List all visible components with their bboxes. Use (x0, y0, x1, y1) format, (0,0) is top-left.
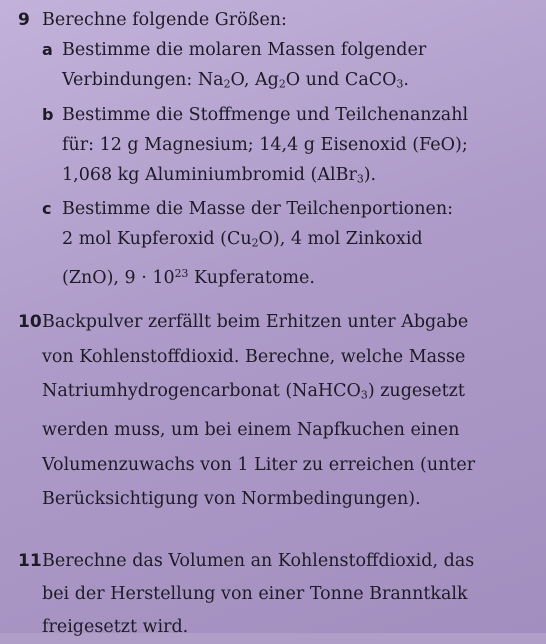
text-line: 2 mol Kupferoxid $(Cu_2O)$, 4 mol Zinkoxid (62, 229, 423, 251)
text-line: für: 12 g Magnesium; 14,4 g Eisenoxid (FeO); (62, 134, 468, 155)
text-line: Bestimme die Masse der Teilchenportionen: (62, 199, 453, 220)
subtask-a (18, 35, 536, 100)
task-text (42, 545, 536, 644)
text-line: Bestimme die Stoffmenge und Teilchenanzahl (62, 104, 469, 125)
task-11 (18, 545, 536, 644)
text-line: Berücksichtigung von Normbedingungen). (42, 489, 421, 510)
text-line: Verbindungen: $Na_2O$, $Ag_2O$ und CaCO$_3$. (62, 70, 409, 91)
text-line: Berechne das Volumen an Kohlenstoffdioxid, das (42, 550, 475, 571)
task-number: 9 (18, 10, 30, 30)
text-line: freigesetzt wird. (42, 616, 189, 637)
task-text (42, 305, 536, 517)
task-number: 11 (18, 550, 42, 571)
task-10 (18, 305, 536, 517)
text-line: Backpulver zerfällt beim Erhitzen unter Abgabe (42, 312, 469, 333)
text-line: von Kohlenstoffdioxid. Berechne, welche Masse (42, 346, 466, 367)
text-line: Natriumhydrogencarbonat (NaHCO$_3$) zugesetzt (42, 381, 465, 402)
subtask-letter: b (42, 104, 54, 124)
text-line: Volumenzuwachs von 1 Liter zu erreichen (unter (42, 454, 476, 475)
task-heading: Berechne folgende Größen: (42, 10, 287, 30)
text-line: (ZnO), $9 \cdot 10^{23}$ Kupferatome. (62, 267, 315, 289)
text-line: werden muss, um bei einem Napfkuchen einen (42, 420, 460, 441)
subtask-letter: a (42, 40, 53, 59)
text-line: 1,068 kg Aluminiumbromid (AlBr$_3$). (62, 164, 377, 186)
subtask-letter: c (42, 199, 52, 219)
task-number: 10 (18, 312, 42, 333)
text-line: Bestimme die molaren Massen folgender (62, 40, 427, 60)
task-9 (18, 6, 536, 293)
subtask-c (18, 194, 536, 293)
subtask-b (18, 100, 536, 195)
text-line: bei der Herstellung von einer Tonne Branntkalk (42, 583, 468, 604)
